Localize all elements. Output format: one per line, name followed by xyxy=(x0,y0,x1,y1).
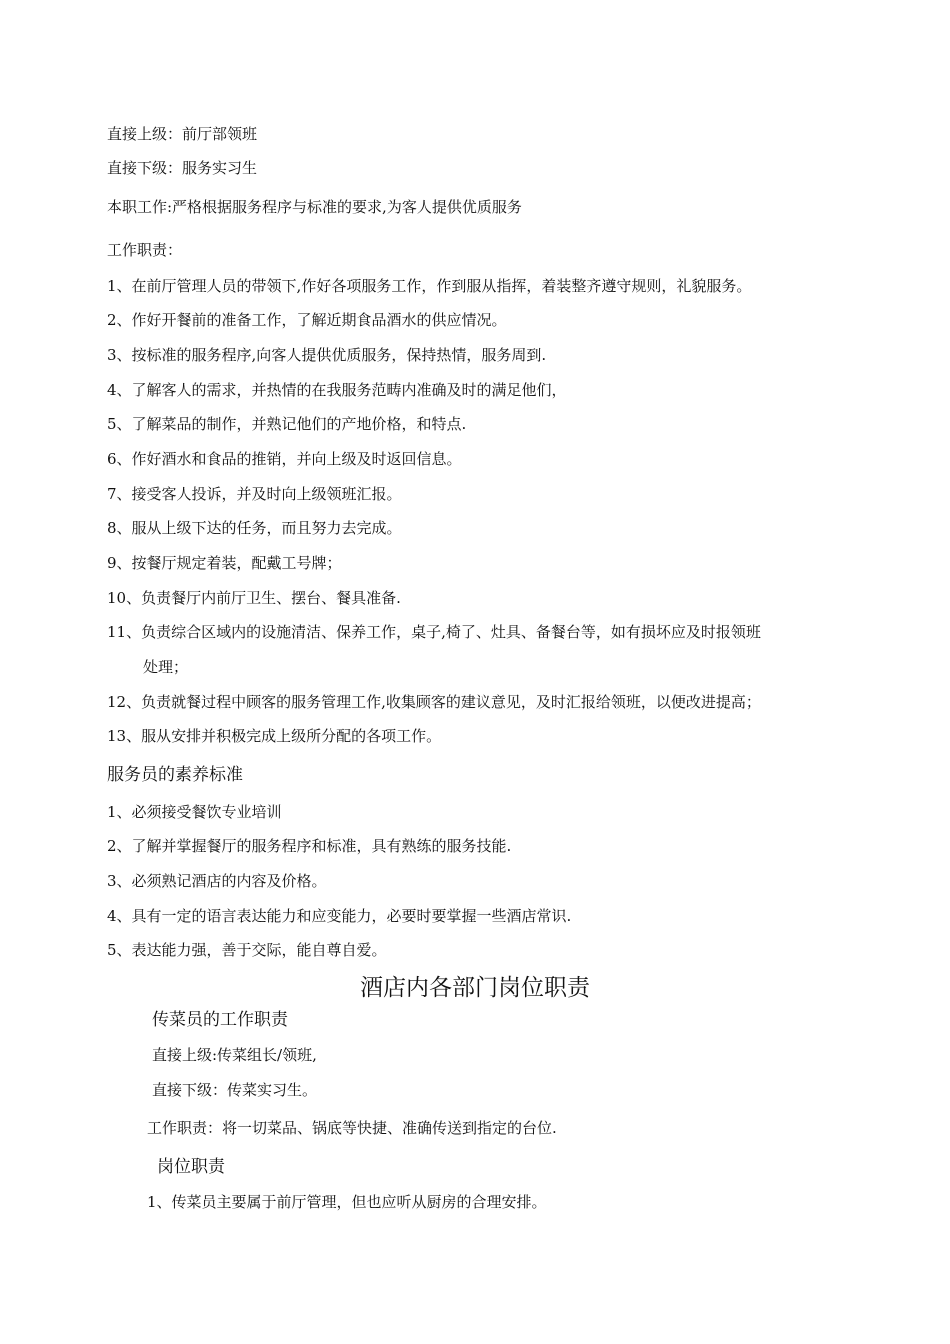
runner-direct-subordinate: 直接下级：传菜实习生。 xyxy=(152,1081,318,1099)
list-item: 4、了解客人的需求，并热情的在我服务范畴内准确及时的满足他们， xyxy=(107,381,567,399)
list-item: 3、按标准的服务程序,向客人提供优质服务，保持热情，服务周到. xyxy=(107,346,547,364)
direct-subordinate: 直接下级：服务实习生 xyxy=(107,159,258,177)
list-item: 5、了解菜品的制作，并熟记他们的产地价格，和特点. xyxy=(107,415,467,433)
runner-direct-superior: 直接上级:传菜组长/领班, xyxy=(152,1046,317,1064)
list-item: 7、接受客人投诉，并及时向上级领班汇报。 xyxy=(107,485,402,503)
list-item: 3、必须熟记酒店的内容及价格。 xyxy=(107,872,327,890)
list-item: 1、在前厅管理人员的带领下,作好各项服务工作，作到服从指挥，着装整齐遵守规则，礼貌服务。 xyxy=(107,277,752,295)
list-item: 2、作好开餐前的准备工作，了解近期食品酒水的供应情况。 xyxy=(107,311,507,329)
list-item-continuation: 处理； xyxy=(143,658,189,676)
list-item: 1、必须接受餐饮专业培训 xyxy=(107,803,282,821)
list-item: 2、了解并掌握餐厅的服务程序和标准，具有熟练的服务技能. xyxy=(107,837,512,855)
post-duties-heading: 岗位职责 xyxy=(157,1157,225,1177)
list-item: 12、负责就餐过程中顾客的服务管理工作,收集顾客的建议意见，及时汇报给领班，以便改进提高； xyxy=(107,693,761,711)
list-item: 13、服从安排并积极完成上级所分配的各项工作。 xyxy=(107,727,442,745)
list-item: 9、按餐厅规定着装，配戴工号牌； xyxy=(107,554,342,572)
runner-duties-heading: 传菜员的工作职责 xyxy=(152,1010,288,1030)
main-duty: 本职工作:严格根据服务程序与标准的要求,为客人提供优质服务 xyxy=(107,198,522,216)
list-item: 8、服从上级下达的任务，而且努力去完成。 xyxy=(107,519,402,537)
list-item: 5、表达能力强，善于交际，能自尊自爱。 xyxy=(107,941,387,959)
list-item: 4、具有一定的语言表达能力和应变能力，必要时要掌握一些酒店常识. xyxy=(107,907,572,925)
list-item: 11、负责综合区域内的设施清洁、保养工作，桌子,椅了、灶具、备餐台等，如有损坏应及时报领班 xyxy=(107,623,761,641)
page-title: 酒店内各部门岗位职责 xyxy=(360,975,590,1001)
responsibilities-heading: 工作职责： xyxy=(107,241,183,259)
runner-main-duty: 工作职责：将一切菜品、锅底等快捷、准确传送到指定的台位. xyxy=(147,1119,557,1137)
list-item: 10、负责餐厅内前厅卫生、摆台、餐具准备. xyxy=(107,589,401,607)
list-item: 1、传菜员主要属于前厅管理，但也应听从厨房的合理安排。 xyxy=(147,1193,547,1211)
direct-superior: 直接上级：前厅部领班 xyxy=(107,125,258,143)
quality-standards-heading: 服务员的素养标准 xyxy=(107,765,243,785)
list-item: 6、作好酒水和食品的推销，并向上级及时返回信息。 xyxy=(107,450,462,468)
